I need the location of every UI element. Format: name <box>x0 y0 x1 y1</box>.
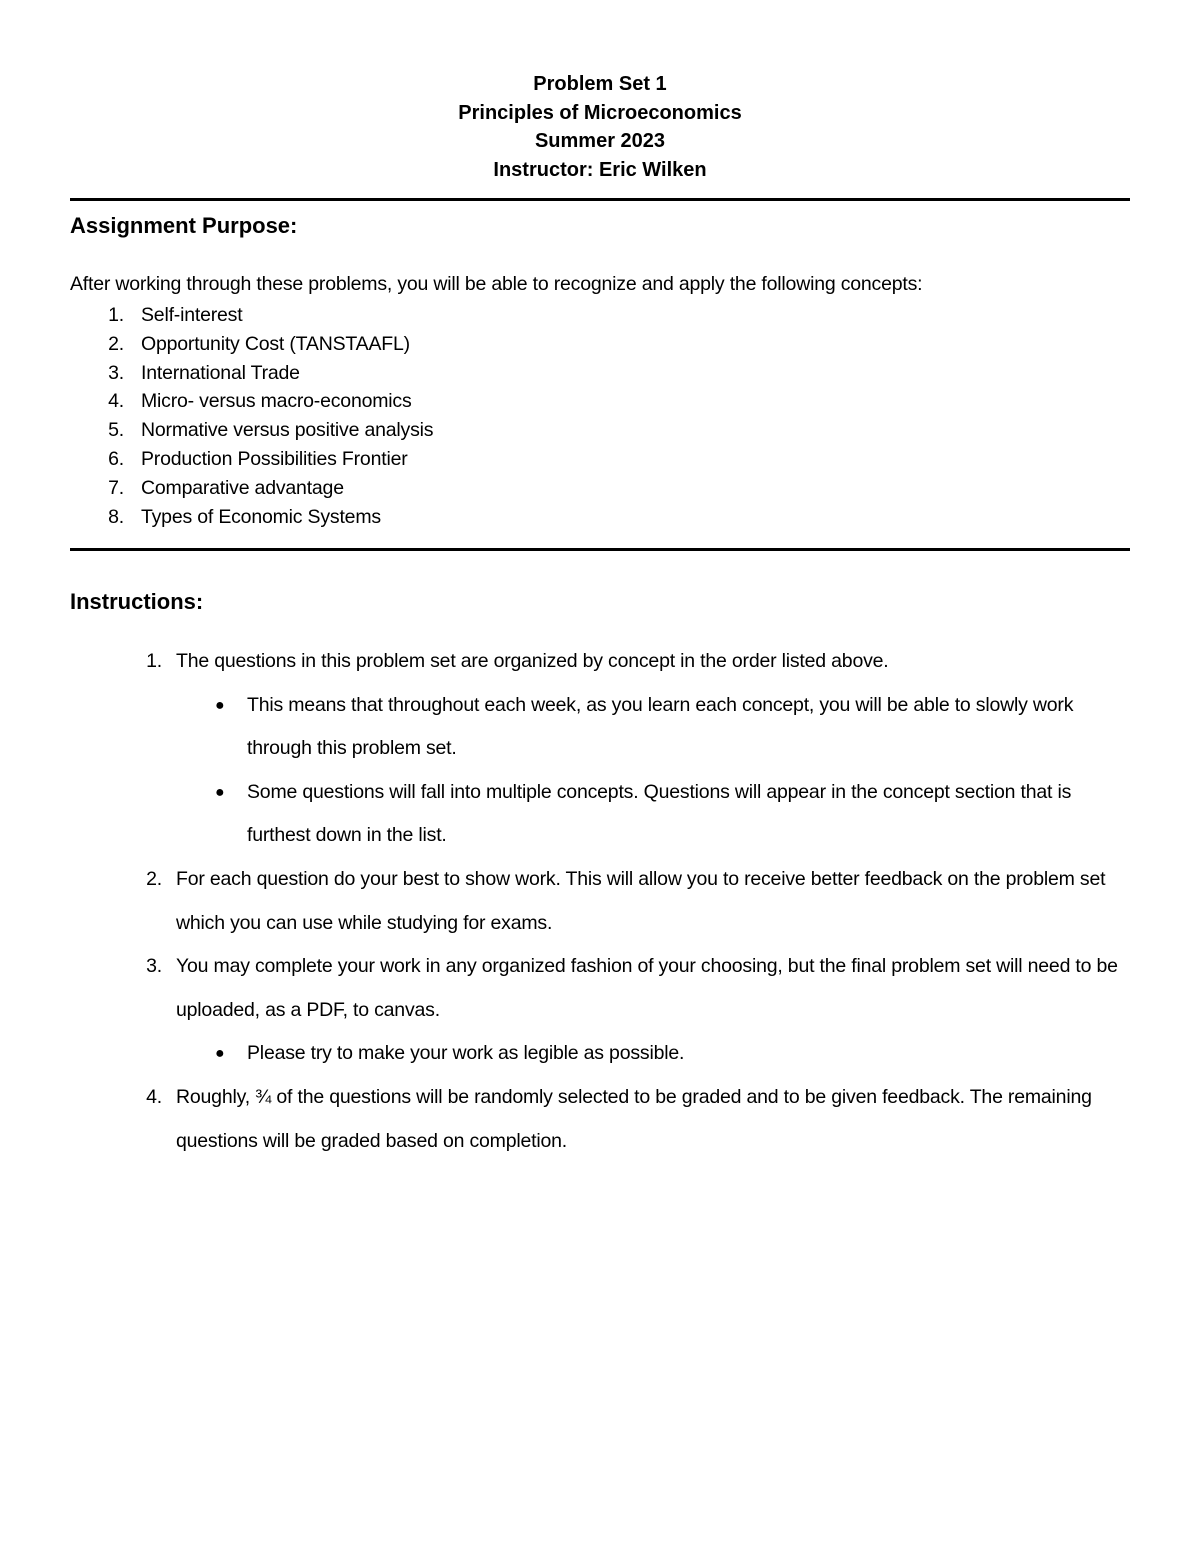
bullet-icon: ● <box>215 783 225 801</box>
bullet-text: This means that throughout each week, as you learn each concept, you will be able to slowly work through this problem set. <box>247 693 1074 760</box>
list-number: 1. <box>108 304 124 326</box>
page-title: Problem Set 1 <box>533 73 667 95</box>
concept-label: Self-interest <box>141 304 243 326</box>
list-number: 7. <box>108 476 124 499</box>
bullet-text: Some questions will fall into multiple concepts. Questions will appear in the concept section that is furthest down in the list. <box>247 780 1072 847</box>
concept-label: Production Possibilities Frontier <box>141 447 408 470</box>
list-number: 2. <box>146 867 162 890</box>
term: Summer 2023 <box>534 130 666 152</box>
concept-label: Micro- versus macro-economics <box>141 390 412 413</box>
concept-label: Types of Economic Systems <box>141 505 381 528</box>
list-number: 3. <box>146 955 162 978</box>
concept-label: International Trade <box>141 361 300 384</box>
instruction-item <box>70 1076 1130 1163</box>
list-number: 4. <box>108 390 124 413</box>
instruction-bullet <box>70 771 1130 858</box>
instruction-bullet <box>70 684 1130 771</box>
instruction-text: For each question do your best to show work. This will allow you to receive better feedback on the problem set which you can use while studying for exams. <box>176 867 1106 934</box>
instruction-text: Roughly, ¾ of the questions will be randomly selected to be graded and to be given feedback. The remaining questions will be graded based on completion. <box>176 1085 1092 1152</box>
purpose-intro: After working through these problems, you will be able to recognize and apply the following concepts: <box>70 273 923 295</box>
course-name: Principles of Microeconomics <box>458 101 742 124</box>
list-number: 1. <box>146 650 162 672</box>
list-number: 8. <box>108 505 124 528</box>
instruction-text: The questions in this problem set are organized by concept in the order listed above. <box>176 650 889 672</box>
instruction-text: You may complete your work in any organized fashion of your choosing, but the final problem set will need to be uploaded, as a PDF, to canvas. <box>176 955 1118 1021</box>
bullet-text: Please try to make your work as legible as possible. <box>247 1042 685 1065</box>
assignment-purpose-heading: Assignment Purpose: <box>70 213 298 238</box>
instruction-item <box>70 945 1130 1032</box>
instructor-name: Instructor: Eric Wilken <box>493 158 707 181</box>
list-number: 6. <box>108 447 124 470</box>
list-number: 4. <box>146 1085 162 1108</box>
instructions-heading: Instructions: <box>70 589 204 614</box>
concept-label: Normative versus positive analysis <box>141 419 434 442</box>
document-header <box>70 70 1130 184</box>
instruction-item <box>70 858 1130 945</box>
bullet-icon: ● <box>215 1045 225 1063</box>
bullet-icon: ● <box>215 696 225 714</box>
instruction-item <box>70 640 1130 684</box>
instructions-list <box>70 640 1130 1163</box>
concept-label: Opportunity Cost (TANSTAAFL) <box>141 332 410 355</box>
instruction-bullet <box>70 1032 1130 1076</box>
divider <box>70 198 1130 201</box>
concept-label: Comparative advantage <box>141 476 344 499</box>
divider <box>70 548 1130 551</box>
list-number: 2. <box>108 332 124 355</box>
list-number: 5. <box>108 419 124 442</box>
list-number: 3. <box>108 361 124 384</box>
